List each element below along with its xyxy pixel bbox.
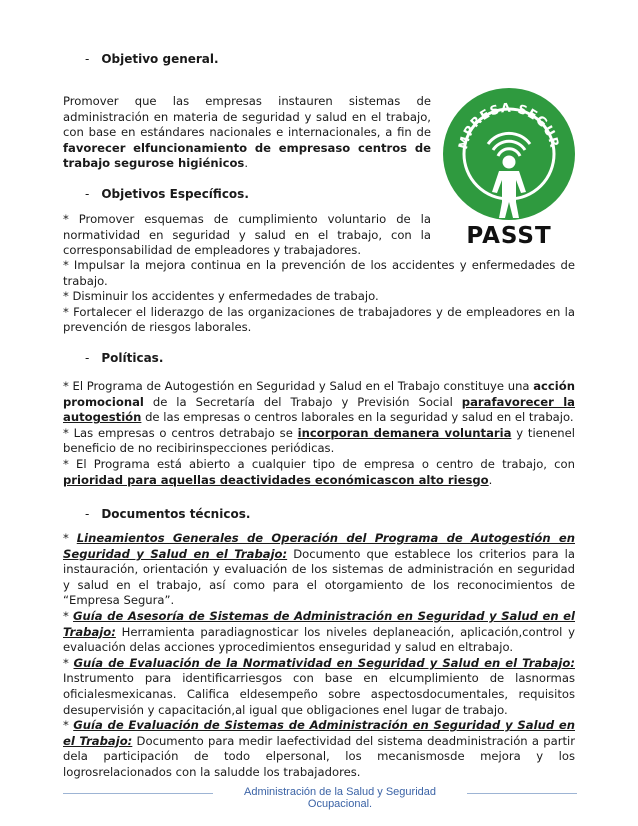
objetivo-general-end: . — [244, 156, 248, 171]
page-footer — [0, 786, 638, 810]
politica-text: * El Programa está abierto a cualquier tipo de empresa o centro de trabajo, con — [63, 456, 575, 471]
documento-title: Guía de Asesoría de Sistemas de Administración en Seguridad y Salud en el Trabajo: — [63, 608, 576, 639]
objetivo-general-bold: favorecer elfuncionamiento de empresaso centros de trabajo segurose higiénicos — [63, 140, 431, 171]
objetivo-general-text: Promover que las empresas instauren sistemas de administración en materia de seguridad y salud en el trabajo, con base en estándares nacionales e internacionales, a fin de — [63, 94, 431, 140]
heading-dash: - — [85, 187, 90, 201]
politica-bold-underline: prioridad para aquellas deactividades económicascon alto riesgo — [63, 472, 489, 487]
politica-bold-underline: incorporan demanera voluntaria — [297, 425, 512, 440]
heading-dash: - — [85, 507, 90, 521]
politica-text: * Las empresas o centros detrabajo se — [63, 425, 298, 440]
list-item: * Disminuir los accidentes y enfermedades de trabajo. — [63, 289, 379, 304]
heading-documentos — [85, 507, 250, 521]
bullet-star: * — [63, 718, 74, 733]
empresa-segura-logo — [440, 82, 578, 249]
documento-title: Guía de Evaluación de la Normatividad en Seguridad y Salud en el Trabajo: — [73, 655, 575, 670]
documentos-paragraph — [63, 531, 575, 781]
heading-text: Documentos técnicos. — [101, 507, 251, 521]
list-item — [63, 609, 575, 656]
documento-title: Guía de Evaluación de Sistemas de Administración en Seguridad y Salud en el Trabajo: — [63, 718, 575, 748]
documento-text: Instrumento para identificarriesgos con base en elcumplimiento de lasnormas oficialesmexicanas. Califica eldesempeño sobre aspectosdocumentales, requisitos desupervisión y capacitación,al igual que obligaciones enel lugar de trabajo. — [63, 671, 575, 717]
heading-dash: - — [85, 52, 90, 66]
list-item — [63, 426, 575, 457]
list-item: * Impulsar la mejora continua en la prevención de los accidentes y enfermedades de trabajo. — [63, 258, 575, 288]
heading-dash: - — [85, 351, 90, 365]
objetivos-especificos-rest — [63, 258, 575, 336]
list-item — [63, 656, 575, 718]
logo-brand-text: PASST — [466, 223, 552, 249]
footer-text: Administración de la Salud y Seguridad Ocupacional. — [243, 786, 436, 810]
bullet-star: * — [63, 531, 77, 545]
documento-text: Herramienta paradiagnosticar los niveles deplaneación, aplicación,control y evaluación delas acciones yprocedimientos enseguridad y salud en eltrabajo. — [63, 624, 575, 655]
bullet-star: * — [63, 608, 74, 623]
objetivo-general-paragraph — [63, 94, 431, 172]
bullet-star: * — [63, 655, 74, 670]
footer-divider-left — [63, 793, 213, 794]
documento-text: Documento que establece los criterios para la instauración, orientación y evaluación de los sistemas de administración en seguridad y salud en el trabajo, así como para el otorgamiento de los reconocimientos de “Empresa Segura”. — [63, 546, 576, 608]
list-item — [63, 718, 575, 780]
politica-text: de la Secretaría del Trabajo y Previsión Social — [143, 394, 462, 409]
list-item — [63, 531, 575, 609]
politica-bold: acción promocional — [63, 379, 575, 409]
footer-divider-right — [467, 793, 577, 794]
logo-graphic — [440, 82, 578, 249]
politica-text: y tienenel beneficio de no recibirinspecciones periódicas. — [63, 425, 575, 456]
heading-objetivos-especificos — [85, 187, 249, 201]
list-item — [63, 379, 575, 426]
politica-text: de las empresas o centros laborales en la seguridad y salud en el trabajo. — [141, 410, 574, 425]
politica-text: . — [488, 472, 493, 487]
list-item: * Promover esquemas de cumplimiento voluntario de la normatividad en seguridad y salud en el trabajo, con la corresponsabilidad de empleadores y trabajadores. — [63, 212, 431, 258]
heading-text: Objetivo general. — [101, 52, 219, 66]
documento-title: Lineamientos Generales de Operación del Programa de Autogestión en Seguridad y Salud en el Trabajo: — [63, 531, 575, 561]
logo-arc-text: MPRESA SEGUR — [455, 99, 563, 151]
heading-text: Políticas. — [101, 351, 164, 365]
politicas-paragraph — [63, 379, 575, 488]
list-item: * Fortalecer el liderazgo de las organizaciones de trabajadores y de empleadores en la prevención de riesgos laborales. — [63, 304, 575, 335]
documento-text: Documento para medir laefectividad del sistema deadministración a partir dela participación de todo elpersonal, los mecanismosde mejora y los logrosrelacionados con la saludde los trabajadores. — [63, 733, 575, 779]
heading-objetivo-general — [85, 52, 219, 66]
politica-bold-underline: parafavorecer la autogestión — [63, 394, 575, 425]
heading-text: Objetivos Específicos. — [101, 187, 249, 201]
heading-politicas — [85, 351, 163, 365]
list-item — [63, 457, 575, 488]
objetivo-especifico-1 — [63, 212, 431, 259]
politica-text: * El Programa de Autogestión en Seguridad y Salud en el Trabajo constituye una — [63, 379, 534, 393]
